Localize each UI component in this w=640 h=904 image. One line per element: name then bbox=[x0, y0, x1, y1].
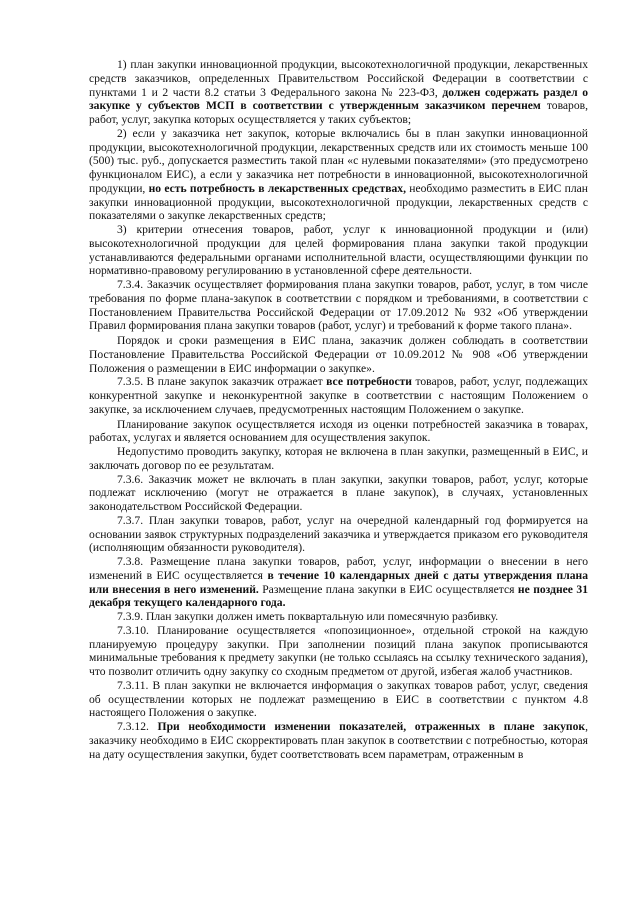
paragraph-text: Недопустимо проводить закупку, которая не включена в план закупки, размещенный в ЕИС, и заключать договор по ее результатам. bbox=[89, 445, 588, 472]
paragraph-bold-text: в течение 10 календарных дней с даты утверждения плана или внесения в него изменений. bbox=[89, 568, 588, 596]
paragraph bbox=[89, 555, 588, 610]
paragraph bbox=[89, 514, 588, 555]
paragraph bbox=[89, 58, 588, 127]
paragraph-bold-text: но есть потребность в лекарственных средствах, bbox=[148, 181, 406, 195]
paragraph-text: 7.3.9. План закупки должен иметь поквартальную или помесячную разбивку. bbox=[117, 610, 499, 623]
paragraph-text: Порядок и сроки размещения в ЕИС плана, заказчик должен соблюдать в соответствии Постановление Правительства Российской Федерации от 10.09.2012 № 908 «Об утверждении Положения о размещении в ЕИС информации о закупке». bbox=[89, 334, 588, 375]
paragraph bbox=[89, 127, 588, 223]
paragraph bbox=[89, 334, 588, 375]
paragraph-bold-text: все потребности bbox=[326, 375, 412, 389]
paragraph-text: 7.3.11. В план закупки не включается информация о закупках товаров работ, услуг, сведения об осуществлении которых не подлежат размещению в ЕИС в соответствии с пунктом 4.8 настоящего Положения о закупке. bbox=[89, 678, 588, 720]
paragraph-text: товаров, работ, услуг, закупка которых осуществляется у таких субъектов; bbox=[89, 99, 588, 126]
paragraph-text: 7.3.8. Размещение плана закупки товаров, работ, услуг, информации о внесении в него изменений в ЕИС осуществляется bbox=[89, 555, 588, 582]
paragraph-bold-text: При необходимости изменении показателей, отраженных в плане закупок bbox=[157, 720, 586, 733]
paragraph-text: товаров, работ, услуг, подлежащих конкурентной закупке и неконкурентной закупке в соответствии с настоящим Положением о закупке, за исключением случаев, предусмотренных настоящим Положением о закупке. bbox=[89, 375, 588, 416]
paragraph-text: необходимо разместить в ЕИС план закупки инновационной продукции, высокотехнологичной продукции, лекарственных средств с показателями о закупке лекарственных средств; bbox=[89, 181, 588, 223]
paragraph bbox=[89, 418, 588, 446]
paragraph bbox=[89, 610, 588, 624]
paragraph bbox=[89, 679, 588, 720]
paragraph-text: 7.3.10. Планирование осуществляется «попозиционное», отдельной строкой на каждую планируемую процедуру закупки. При заполнении позиций плана закупок прописываются минимальные требования к предмету закупки (не только ссылаясь на ссылку технического задания), что позволит отличить одну закупку со сходным предметом от другой, избегая жалоб участников. bbox=[89, 623, 588, 678]
paragraph-text: 3) критерии отнесения товаров, работ, услуг к инновационной продукции и (или) высокотехнологичной продукции для целей формирования плана закупки такой продукции устанавливаются федеральными органами исполнительной власти, осуществляющими функции по нормативно-правовому регулированию в установленной сфере деятельности. bbox=[89, 223, 588, 278]
paragraph bbox=[89, 445, 588, 473]
paragraph-text: 1) план закупки инновационной продукции, высокотехнологичной продукции, лекарственных средств заказчиков, определенных Правительством Российской Федерации в соответствии с пунктами 1 и 2 части 8.2 статьи 3 Федерального закона № 223-ФЗ, bbox=[89, 58, 588, 99]
paragraph-text: 7.3.7. План закупки товаров, работ, услуг на очередной календарный год формируется на основании заявок структурных подразделений заказчика и утверждается приказом его руководителя (исполняющим обязанности руководителя). bbox=[89, 513, 588, 555]
paragraph-text: 7.3.12. bbox=[117, 720, 158, 733]
document-body bbox=[89, 58, 588, 761]
paragraph-text: 7.3.4. Заказчик осуществляет формирования плана закупки товаров, работ, услуг, в том числе требования по форме плана-закупок в соответствии с порядком и требованиями, в соответствии с Постановлением Правительства Российской Федерации от 17.09.2012 № 932 «Об утверждении Правил формирования плана закупки товаров (работ, услуг) и требований к форме такого плана». bbox=[89, 278, 588, 333]
paragraph-bold-text: должен содержать раздел о закупке у субъектов МСП в соответствии с утвержденным заказчиком перечнем bbox=[89, 85, 589, 113]
paragraph-bold-text: не позднее 31 декабря текущего календарного года. bbox=[89, 582, 588, 610]
paragraph bbox=[89, 223, 588, 278]
paragraph-text: 7.3.6. Заказчик может не включать в план закупки, закупки товаров, работ, услуг, которые подлежат исключению (могут не отражается в плане закупок), в случаях, установленных законодательством Российской Федерации. bbox=[89, 472, 588, 513]
paragraph bbox=[89, 624, 588, 679]
paragraph-text: 7.3.5. В плане закупок заказчик отражает bbox=[117, 375, 327, 389]
paragraph bbox=[89, 278, 588, 333]
paragraph-text: , заказчику необходимо в ЕИС скорректировать план закупок в соответствии с потребностью, которая на дату осуществления закупки, будет соответствовать всем параметрам, отраженным в bbox=[89, 720, 588, 761]
paragraph bbox=[89, 375, 588, 416]
paragraph-text: Планирование закупок осуществляется исходя из оценки потребностей заказчика в товарах, работах, услугах и является основанием для осуществления закупок. bbox=[89, 417, 588, 445]
paragraph bbox=[89, 720, 588, 761]
paragraph-text: Размещение плана закупки в ЕИС осуществляется bbox=[258, 582, 518, 596]
paragraph bbox=[89, 473, 588, 514]
paragraph-text: 2) если у заказчика нет закупок, которые включались бы в план закупки инновационной продукции, высокотехнологичной продукции, лекарственных средств или их стоимость меньше 100 (500) тыс. руб., допускается разместить такой план «с нулевыми показателями» (это предусмотрено функционалом ЕИС), а если у заказчика нет потребности в инновационной, высокотехнологичной продукции, bbox=[89, 126, 588, 195]
